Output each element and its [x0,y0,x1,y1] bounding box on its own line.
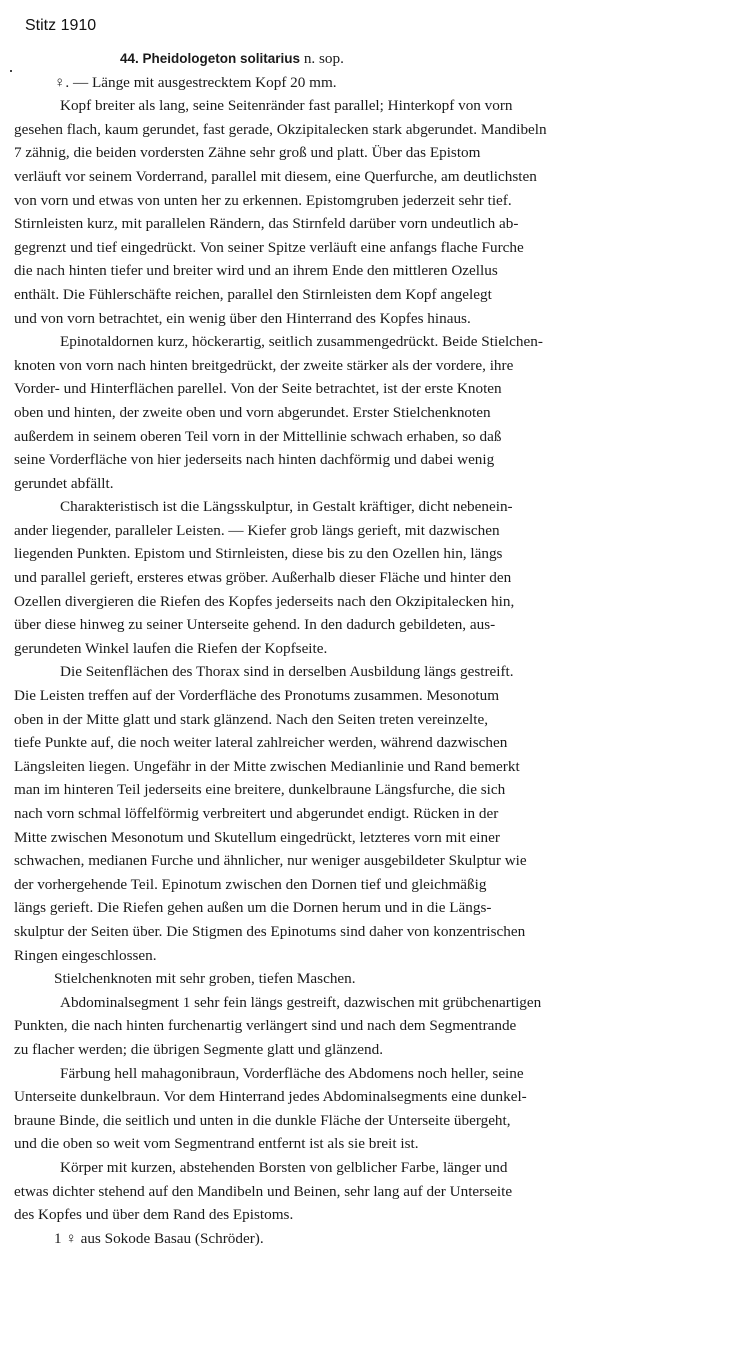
text-line: und parallel gerieft, ersteres etwas gröber. Außerhalb dieser Fläche und hinter den [14,569,512,587]
text-line: Stirnleisten kurz, mit parallelen Rändern, das Stirnfeld darüber vorn undeutlich ab- [14,215,519,233]
text-line: etwas dichter stehend auf den Mandibeln und Beinen, sehr lang auf der Unterseite [14,1182,513,1200]
text-line: Epinotaldornen kurz, höckerartig, seitlich zusammengedrückt. Beide Stielchen- [60,333,543,351]
text-line: und von vorn betrachtet, ein wenig über den Hinterrand des Kopfes hinaus. [14,309,471,327]
text-line: Körper mit kurzen, abstehenden Borsten von gelblicher Farbe, länger und [60,1158,508,1176]
text-line: Die Seitenflächen des Thorax sind in derselben Ausbildung längs gestreift. [60,663,514,681]
text-line: knoten von vorn nach hinten breitgedrückt, der zweite stärker als der vordere, ihre [14,356,514,374]
text-line: oben in der Mitte glatt und stark glänzend. Nach den Seiten treten vereinzelte, [14,710,489,728]
text-line: ander liegender, paralleler Leisten. — Kiefer grob längs gerieft, mit dazwischen [14,521,500,539]
text-line: gegrenzt und tief eingedrückt. Von seiner Spitze verläuft eine anfangs flache Furche [14,238,524,256]
text-line: über diese hinweg zu seiner Unterseite gehend. In den dadurch gebildeten, aus- [14,616,496,634]
text-line: Die Leisten treffen auf der Vorderfläche des Pronotums zusammen. Mesonotum [14,687,500,705]
text-line: und die oben so weit vom Segmentrand entfernt ist als sie breit ist. [14,1135,419,1153]
text-line: die nach hinten tiefer und breiter wird und an ihrem Ende den mittleren Ozellus [14,262,498,280]
text-line: enthält. Die Fühlerschäfte reichen, parallel den Stirnleisten dem Kopf angelegt [14,285,492,303]
text-line: schwachen, medianen Furche und ähnlicher, nur weniger ausgebildeter Skulptur wie [14,852,527,870]
text-line: seine Vorderfläche von hier jederseits nach hinten dachförmig und dabei wenig [14,451,495,469]
text-line: Kopf breiter als lang, seine Seitenränder fast parallel; Hinterkopf von vorn [60,97,513,115]
text-line: Unterseite dunkelbraun. Vor dem Hinterrand jedes Abdominalsegments eine dunkel- [14,1088,527,1106]
text-line: Stielchenknoten mit sehr groben, tiefen Maschen. [54,970,356,988]
text-line: Färbung hell mahagonibraun, Vorderfläche des Abdomens noch heller, seine [60,1064,524,1082]
text-line: man im hinteren Teil jederseits eine breitere, dunkelbraune Längsfurche, die sich [14,781,506,799]
species-suffix: n. sop. [303,50,344,67]
scan-speck [10,70,12,72]
text-line: des Kopfes und über dem Rand des Epistoms. [14,1206,294,1224]
text-line: Punkten, die nach hinten furchenartig verlängert sind und nach dem Segmentrande [14,1017,517,1035]
text-line: nach vorn schmal löffelförmig verbreitert und abgerundet endigt. Rücken in der [14,805,499,822]
text-line: gerundeten Winkel laufen die Riefen der Kopfseite. [14,639,328,657]
text-line: liegenden Punkten. Epistom und Stirnleisten, diese bis zu den Ozellen hin, längs [14,545,503,563]
text-line: Abdominalsegment 1 sehr fein längs gestreift, dazwischen mit grübchenartigen [60,993,542,1011]
text-line: außerdem in seinem oberen Teil vorn in der Mittellinie schwach erhaben, so daß [14,427,502,445]
text-line: tiefe Punkte auf, die noch weiter lateral zahlreicher werden, während dazwischen [14,734,508,752]
text-line: längs gerieft. Die Riefen gehen außen um die Dornen herum und in die Längs- [14,899,492,917]
text-line: ♀. — Länge mit ausgestrecktem Kopf 20 mm. [54,73,337,91]
species-description [14,47,724,1250]
citation-label: Stitz 1910 [25,17,97,34]
text-line: skulptur der Seiten über. Die Stigmen des Epinotums sind daher von konzentrischen [14,922,526,940]
text-line: Vorder- und Hinterflächen parellel. Von der Seite betrachtet, ist der erste Knoten [14,380,502,398]
text-line: Ringen eingeschlossen. [14,946,157,964]
text-line: verläuft vor seinem Vorderrand, parallel mit diesem, eine Querfurche, am deutlichsten [14,167,537,185]
species-name: 44. Pheidologeton solitarius [120,51,301,66]
species-heading [14,47,724,71]
text-line: gesehen flach, kaum gerundet, fast gerade, Okzipitalecken stark abgerundet. Mandibeln [14,120,547,138]
text-line: Längsleiten liegen. Ungefähr in der Mitte zwischen Medianlinie und Rand bemerkt [14,757,520,775]
text-line: gerundet abfällt. [14,474,114,492]
text-line: 1 ♀ aus Sokode Basau (Schröder). [54,1229,264,1247]
text-line: 7 zähnig, die beiden vordersten Zähne sehr groß und platt. Über das Epistom [14,144,481,162]
text-line: oben und hinten, der zweite oben und vorn abgerundet. Erster Stielchenknoten [14,403,491,421]
text-line: der vorhergehende Teil. Epinotum zwischen den Dornen tief und gleichmäßig [14,875,487,893]
text-line: zu flacher werden; die übrigen Segmente glatt und glänzend. [14,1040,384,1058]
text-line: Charakteristisch ist die Längsskulptur, in Gestalt kräftiger, dicht nebenein- [60,498,513,516]
text-line: braune Binde, die seitlich und unten in die dunkle Fläche der Unterseite übergeht, [14,1111,511,1129]
text-line: von vorn und etwas von unten her zu erkennen. Epistomgruben jederzeit sehr tief. [14,191,512,209]
text-line: Ozellen divergieren die Riefen des Kopfes jederseits nach den Okzipitalecken hin, [14,592,515,610]
text-line: Mitte zwischen Mesonotum und Skutellum eingedrückt, letzteres vorn mit einer [14,828,500,846]
